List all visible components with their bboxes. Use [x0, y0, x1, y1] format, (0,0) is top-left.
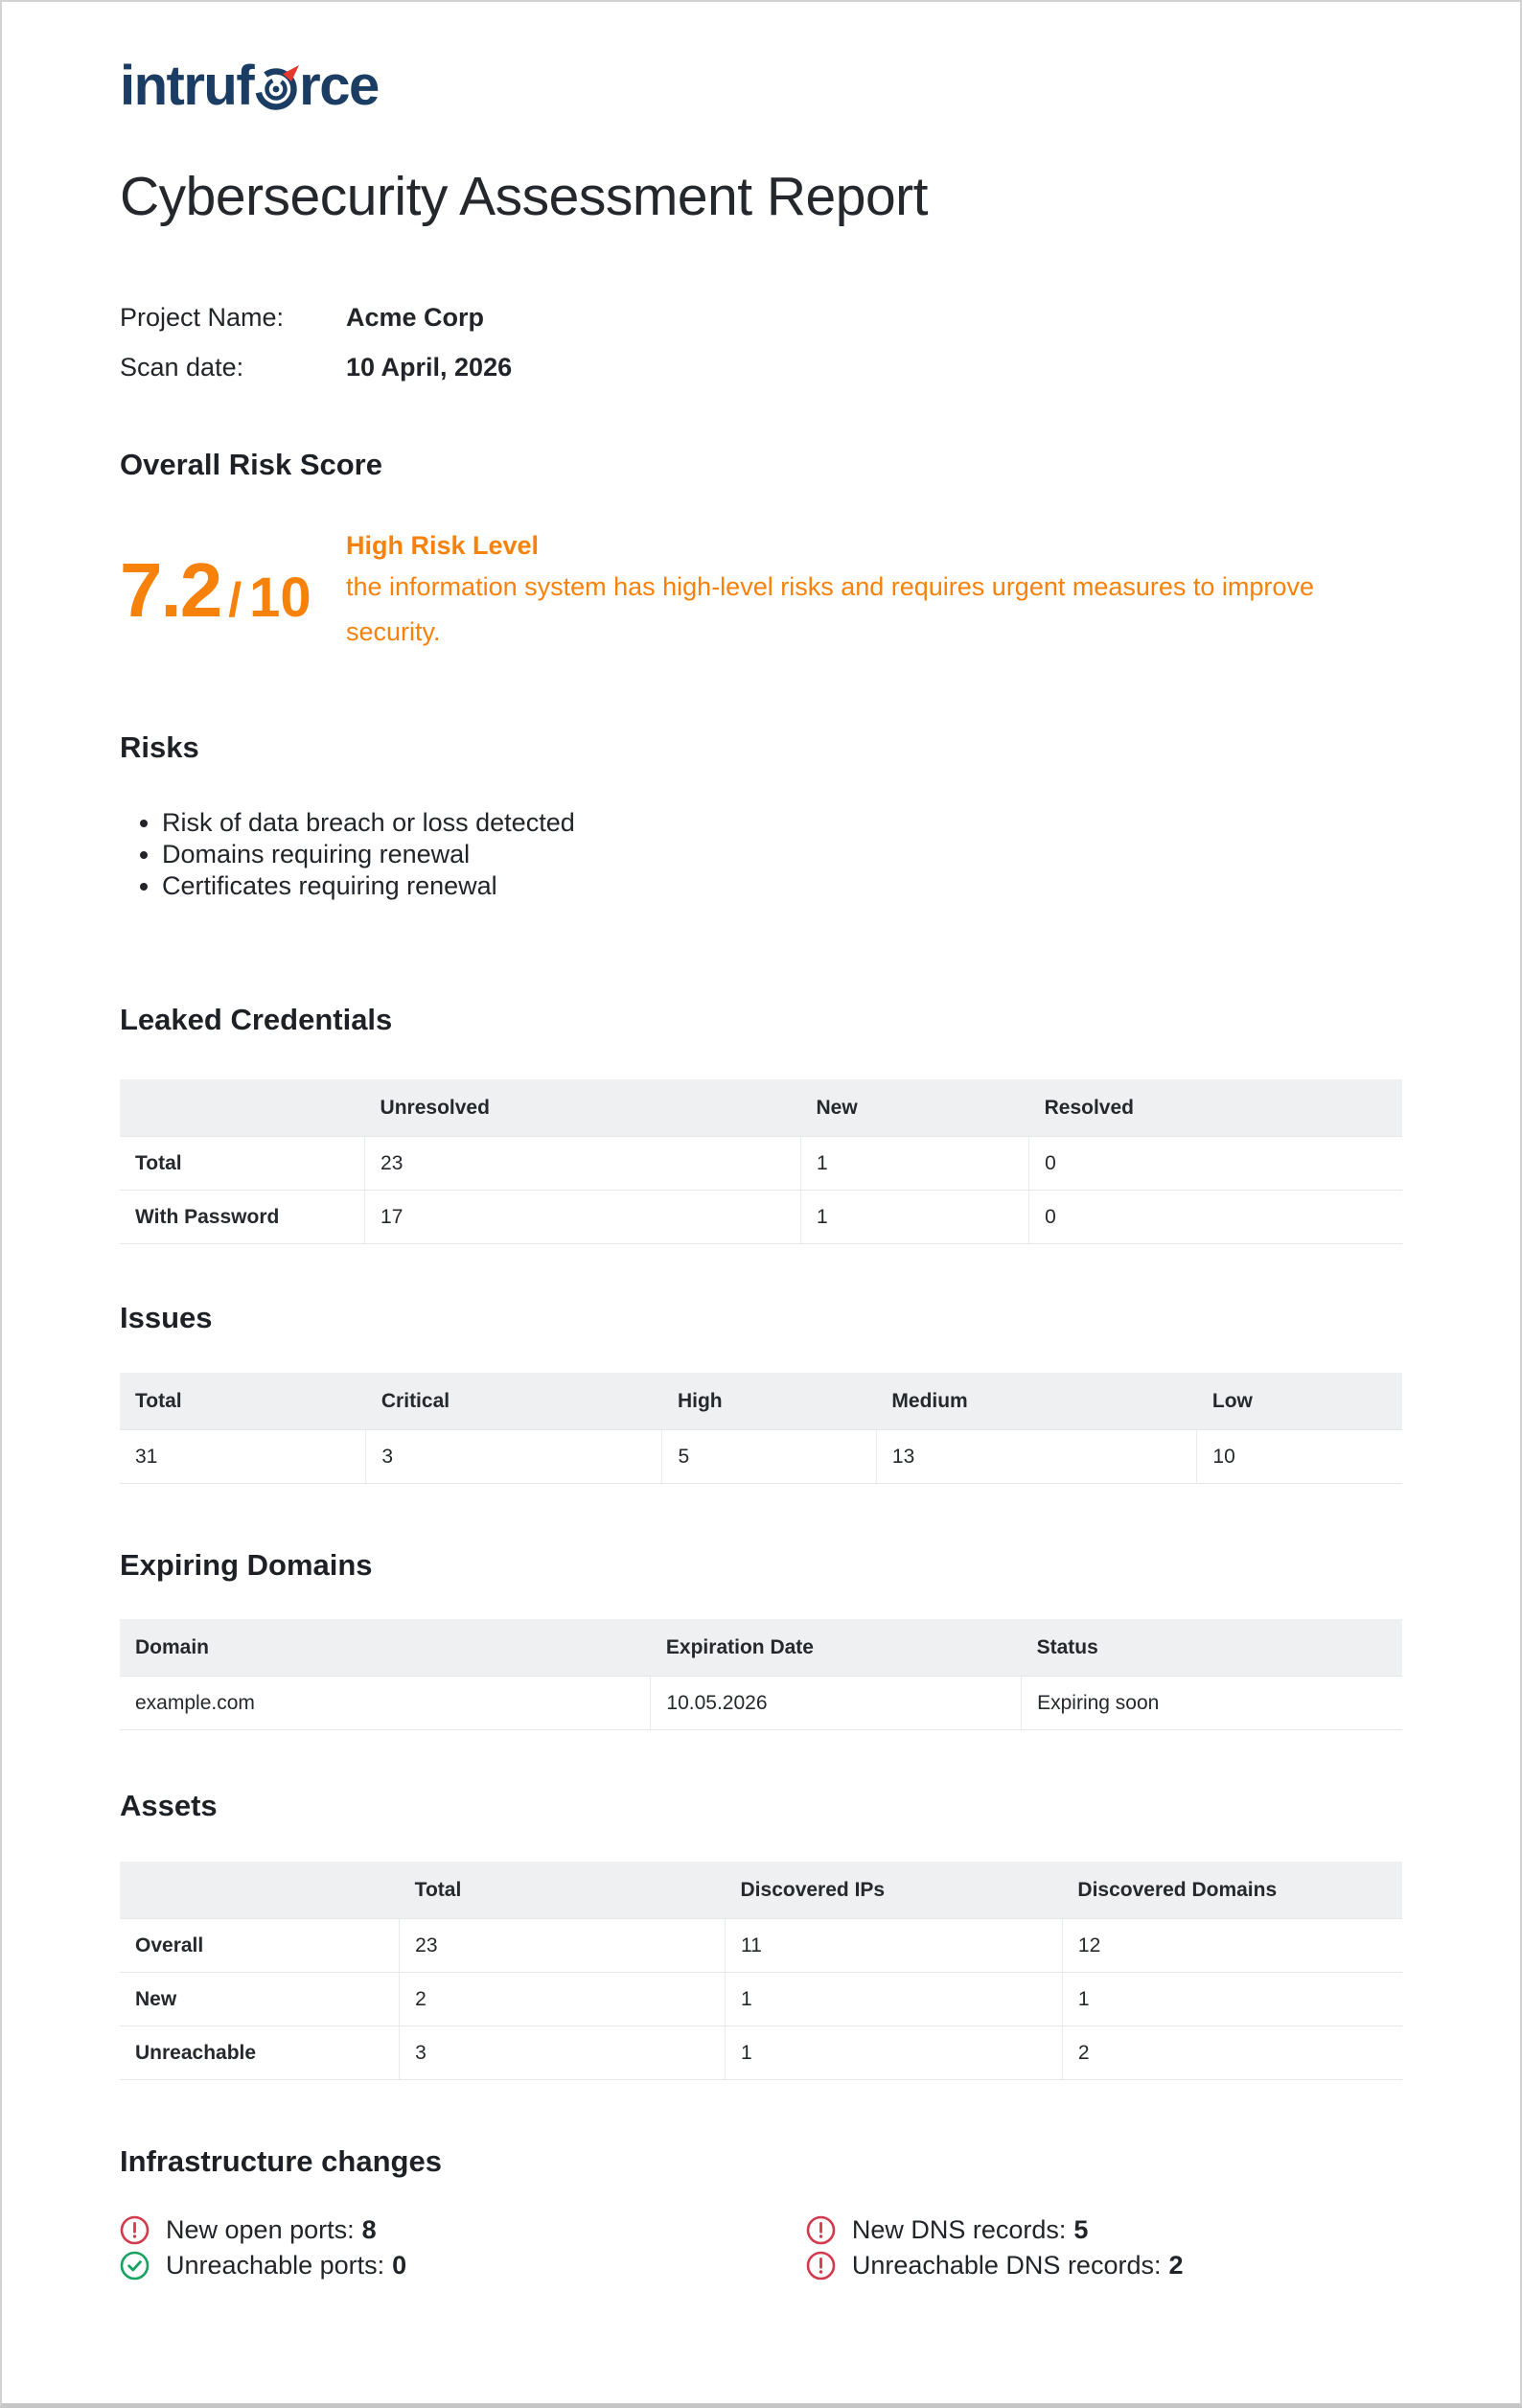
table-cell: 1 — [800, 1191, 1028, 1244]
table-cell: 23 — [365, 1137, 801, 1191]
risk-level-description: the information system has high-level risks and requires urgent measures to improve security. — [346, 572, 1314, 647]
table-cell: 2 — [400, 1972, 726, 2026]
column-header: High — [662, 1373, 876, 1430]
table-row — [120, 1191, 1402, 1244]
report-body — [2, 2, 1520, 2281]
infrastructure-heading: Infrastructure changes — [120, 2143, 442, 2178]
alert-circle-icon — [806, 2251, 836, 2281]
table-row — [120, 1137, 1402, 1191]
table-cell: 3 — [400, 2026, 726, 2079]
column-header: Discovered Domains — [1062, 1862, 1402, 1919]
logo-text-before: intruf — [120, 55, 254, 117]
assets-table — [120, 1862, 1402, 2080]
infra-item-unreachable-ports — [120, 2251, 806, 2281]
risk-list-item: • Risk of data breach or loss detected — [162, 807, 1402, 839]
assets-heading: Assets — [120, 1788, 218, 1822]
table-cell: 12 — [1062, 1918, 1402, 1972]
risk-score-block — [120, 526, 1402, 655]
infra-item-unreachable-dns-records — [806, 2251, 1402, 2281]
risk-score-number: 7.2 — [120, 547, 221, 634]
column-header: Discovered IPs — [726, 1862, 1063, 1919]
row-label: Unreachable — [120, 2026, 400, 2079]
expiration-date-cell: 10.05.2026 — [651, 1676, 1022, 1729]
table-cell: 3 — [366, 1429, 662, 1483]
domain-cell: example.com — [120, 1676, 651, 1729]
table-row — [120, 2026, 1402, 2079]
column-header: Status — [1022, 1619, 1402, 1677]
check-circle-icon — [120, 2251, 150, 2281]
table-cell: 5 — [662, 1429, 876, 1483]
table-header-row — [120, 1079, 1402, 1137]
table-row — [120, 1429, 1402, 1483]
table-cell: 23 — [400, 1918, 726, 1972]
page-title: Cybersecurity Assessment Report — [120, 166, 928, 227]
column-header: Total — [400, 1862, 726, 1919]
infra-value: 8 — [361, 2215, 377, 2245]
infrastructure-list — [120, 2215, 1402, 2281]
intruforce-logo — [120, 55, 1402, 117]
risk-score-value — [120, 546, 346, 635]
target-icon — [254, 61, 300, 116]
scan-date-value: 10 April, 2026 — [346, 352, 513, 382]
table-cell: 1 — [800, 1137, 1028, 1191]
table-cell: 1 — [726, 1972, 1063, 2026]
table-cell: 1 — [726, 2026, 1063, 2079]
risk-score-slash: / — [228, 573, 242, 628]
column-header: Critical — [366, 1373, 662, 1430]
column-header: Domain — [120, 1619, 651, 1677]
project-name-value: Acme Corp — [346, 302, 485, 332]
column-header: Unresolved — [365, 1079, 801, 1137]
risk-score-max: 10 — [249, 567, 311, 630]
table-cell: 31 — [120, 1429, 366, 1483]
infra-value: 2 — [1168, 2251, 1184, 2281]
meta-row-project — [120, 297, 1402, 337]
table-cell: 0 — [1029, 1191, 1402, 1244]
risk-list-item: • Domains requiring renewal — [162, 839, 1402, 870]
leaked-credentials-heading: Leaked Credentials — [120, 1003, 393, 1037]
leaked-credentials-table — [120, 1079, 1402, 1244]
infra-label: Unreachable DNS records: — [851, 2251, 1162, 2281]
infra-value: 0 — [392, 2251, 407, 2281]
row-label: With Password — [120, 1191, 365, 1244]
column-header: Medium — [876, 1373, 1197, 1430]
infra-item-new-open-ports — [120, 2215, 806, 2245]
project-name-label: Project Name: — [120, 302, 285, 332]
risk-level-title: High Risk Level — [346, 531, 540, 561]
expiring-domains-table — [120, 1619, 1402, 1730]
report-meta — [120, 297, 1402, 387]
meta-row-scan-date — [120, 347, 1402, 387]
alert-circle-icon — [120, 2215, 150, 2245]
table-header-row — [120, 1373, 1402, 1430]
risk-list-item: • Certificates requiring renewal — [162, 870, 1402, 902]
risks-list — [120, 807, 1402, 902]
row-label: New — [120, 1972, 400, 2026]
column-header: Total — [120, 1373, 366, 1430]
infra-item-new-dns-records — [806, 2215, 1402, 2245]
scan-date-label: Scan date: — [120, 352, 244, 382]
table-row — [120, 1972, 1402, 2026]
row-label: Total — [120, 1137, 365, 1191]
logo-text-after: rce — [299, 55, 379, 117]
table-row — [120, 1918, 1402, 1972]
row-label: Overall — [120, 1918, 400, 1972]
table-cell: 17 — [365, 1191, 801, 1244]
column-header — [120, 1862, 400, 1919]
column-header: Expiration Date — [651, 1619, 1022, 1677]
table-row — [120, 1676, 1402, 1729]
risk-level-block — [346, 526, 1402, 655]
issues-table — [120, 1373, 1402, 1484]
table-cell: 10 — [1197, 1429, 1402, 1483]
risk-score-heading: Overall Risk Score — [120, 447, 382, 481]
column-header: New — [800, 1079, 1028, 1137]
infra-label: New open ports: — [166, 2215, 355, 2245]
table-header-row — [120, 1619, 1402, 1677]
infra-label: Unreachable ports: — [166, 2251, 385, 2281]
column-header: Resolved — [1029, 1079, 1402, 1137]
table-cell: 0 — [1029, 1137, 1402, 1191]
infra-label: New DNS records: — [851, 2215, 1067, 2245]
infra-value: 5 — [1073, 2215, 1089, 2245]
table-cell: 13 — [876, 1429, 1197, 1483]
issues-heading: Issues — [120, 1301, 213, 1335]
table-cell: 1 — [1062, 1972, 1402, 2026]
table-cell: 11 — [726, 1918, 1063, 1972]
expiring-domains-heading: Expiring Domains — [120, 1547, 373, 1582]
table-header-row — [120, 1862, 1402, 1919]
column-header: Low — [1197, 1373, 1402, 1430]
table-cell: 2 — [1062, 2026, 1402, 2079]
risks-heading: Risks — [120, 730, 199, 765]
alert-circle-icon — [806, 2215, 836, 2245]
column-header — [120, 1079, 365, 1137]
status-cell: Expiring soon — [1022, 1676, 1402, 1729]
